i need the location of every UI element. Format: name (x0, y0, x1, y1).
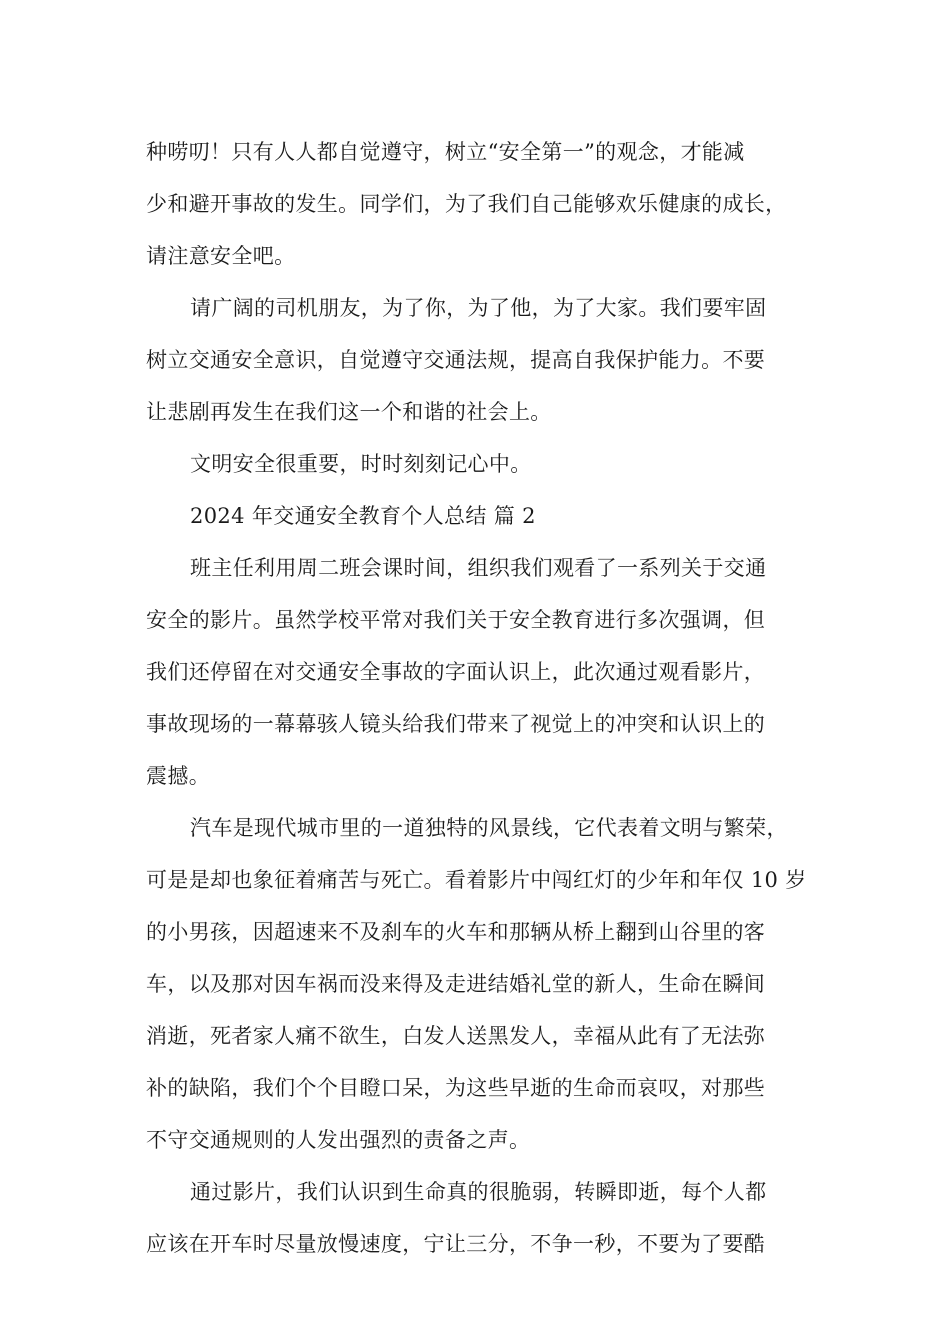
text-line: 车，以及那对因车祸而没来得及走进结婚礼堂的新人，生命在瞬间 (146, 972, 766, 996)
text-line: 文明安全很重要，时时刻刻记心中。 (190, 452, 532, 476)
text-line: 我们还停留在对交通安全事故的字面认识上，此次通过观看影片， (146, 660, 766, 684)
text-line: 请广阔的司机朋友，为了你，为了他，为了大家。我们要牢固 (190, 296, 767, 320)
text-line: 班主任利用周二班会课时间，组织我们观看了一系列关于交通 (190, 556, 767, 580)
text-line: 通过影片，我们认识到生命真的很脆弱，转瞬即逝，每个人都 (190, 1180, 767, 1204)
text-line: 消逝，死者家人痛不欲生，白发人送黑发人，幸福从此有了无法弥 (146, 1024, 766, 1048)
text-line: 事故现场的一幕幕骇人镜头给我们带来了视觉上的冲突和认识上的 (146, 712, 766, 736)
text-line: 安全的影片。虽然学校平常对我们关于安全教育进行多次强调，但 (146, 608, 766, 632)
text-line: 让悲剧再发生在我们这一个和谐的社会上。 (146, 400, 552, 424)
text-line: 可是是却也象征着痛苦与死亡。看着影片中闯红灯的少年和年仅 10 岁 (146, 868, 807, 892)
text-line: 震撼。 (146, 764, 211, 788)
text-line: 的小男孩，因超速来不及刹车的火车和那辆从桥上翻到山谷里的客 (146, 920, 766, 944)
text-line: 请注意安全吧。 (146, 244, 296, 268)
section-heading: 2024 年交通安全教育个人总结 篇 2 (190, 504, 536, 528)
text-line: 应该在开车时尽量放慢速度，宁让三分，不争一秒，不要为了要酷 (146, 1232, 766, 1256)
document-body (146, 126, 836, 1270)
text-line: 不守交通规则的人发出强烈的责备之声。 (146, 1128, 531, 1152)
text-line: 汽车是现代城市里的一道独特的风景线，它代表着文明与繁荣， (190, 816, 788, 840)
text-line: 树立交通安全意识，自觉遵守交通法规，提高自我保护能力。不要 (146, 348, 766, 372)
text-line: 种唠叨！只有人人都自觉遵守，树立“安全第一”的观念，才能减 (146, 140, 745, 164)
text-line: 补的缺陷，我们个个目瞪口呆，为这些早逝的生命而哀叹，对那些 (146, 1076, 766, 1100)
text-line: 少和避开事故的发生。同学们，为了我们自己能够欢乐健康的成长， (146, 192, 787, 216)
